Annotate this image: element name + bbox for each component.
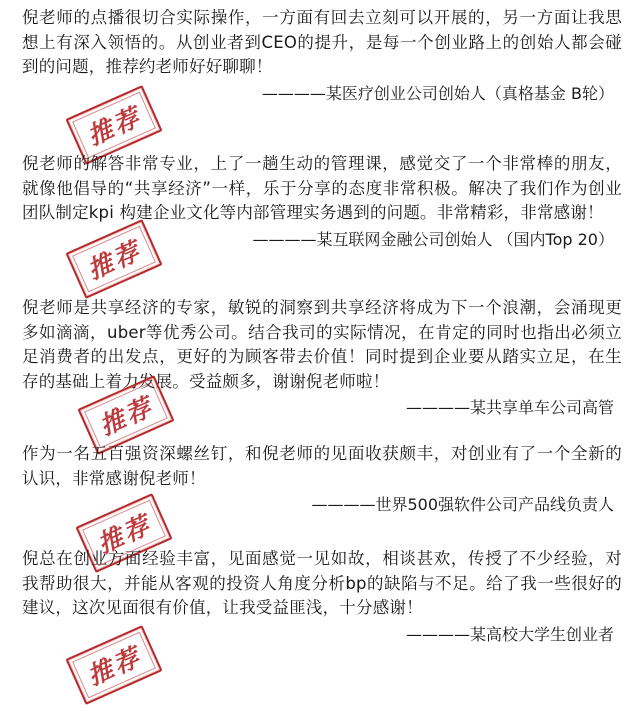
- testimonial-attribution: ————某高校大学生创业者: [405, 624, 614, 644]
- stamp-label: 推荐: [83, 641, 147, 692]
- testimonial-text: 作为一名五百强资深螺丝钉，和倪老师的见面收获颇丰，对创业有了一个全新的认识，非常感谢倪老师！: [22, 444, 622, 488]
- stamp-label: 推荐: [83, 101, 147, 152]
- stamp-label: 推荐: [93, 509, 157, 560]
- testimonial-text: 倪老师是共享经济的专家，敏锐的洞察到共享经济将成为下一个浪潮，会涌现更多如滴滴，uber等优秀公司。结合我司的实际情况，在肯定的同时也指出必须立足消费者的出发点，更好的为顾客带去价值！同时提到企业要从踏实立足，在生存的基础上着力发展。受益颇多，谢谢倪老师啦！: [22, 298, 622, 391]
- testimonial-attribution: ————世界500强软件公司产品线负责人: [311, 495, 614, 514]
- testimonial-1: [22, 6, 622, 106]
- testimonial-text: 倪总在创业方面经验丰富，见面感觉一见如故，相谈甚欢，传授了不少经验，对我帮助很大，并能从客观的投资人角度分析bp的缺陷与不足。给了我一些很好的建议，这次见面很有价值，让我受益匪浅，十分感谢！: [22, 549, 622, 617]
- testimonial-5: [22, 547, 622, 647]
- stamp-label: 推荐: [83, 235, 147, 286]
- stamp-label: 推荐: [95, 391, 159, 442]
- testimonial-text: 倪老师的点播很切合实际操作，一方面有回去立刻可以开展的，另一方面让我思想上有深入领悟的。从创业者到CEO的提升，是每一个创业路上的创始人都会碰到的问题，推荐约老师好好聊聊！: [22, 8, 622, 76]
- testimonial-attribution: ————某共享单车公司高管: [405, 398, 614, 417]
- testimonial-4: [22, 442, 622, 517]
- testimonial-attribution: ————某互联网金融公司创始人 （国内Top 20）: [252, 229, 614, 249]
- testimonial-attribution: ————某医疗创业公司创始人（真格基金 B轮）: [261, 83, 614, 103]
- testimonial-text: 倪老师的解答非常专业，上了一趟生动的管理课，感觉交了一个非常棒的朋友，就像他倡导的“共享经济”一样，乐于分享的态度非常积极。解决了我们作为创业团队制定kpi 构建企业文化等内部管理实务遇到的问题。非常精彩，非常感谢！: [22, 154, 622, 222]
